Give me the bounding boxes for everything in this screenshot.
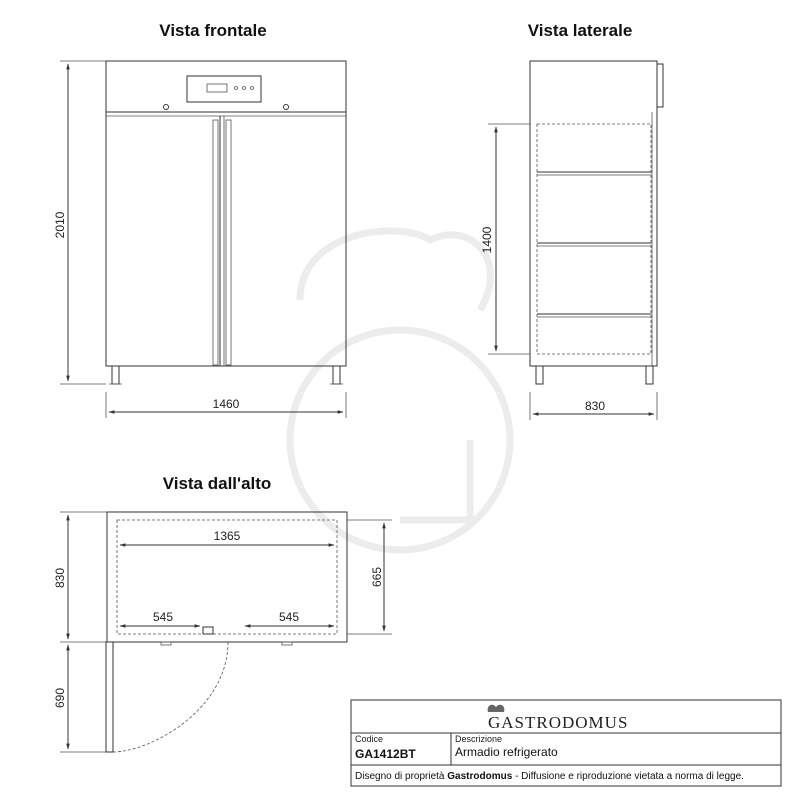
top-view — [53, 512, 392, 752]
top-inner-depth-label: 665 — [370, 566, 384, 588]
side-height-label: 1400 — [480, 226, 494, 254]
ownership-brand: Gastrodomus — [447, 771, 513, 782]
side-view — [480, 61, 663, 420]
brand-logo — [488, 705, 629, 732]
front-view — [53, 61, 346, 418]
ownership-prefix: Disegno di proprietà — [355, 771, 448, 782]
side-rear-foot — [646, 366, 653, 384]
door-swing-label: 690 — [53, 687, 67, 709]
side-view-title: Vista laterale — [527, 21, 633, 40]
front-width-label: 1460 — [212, 397, 240, 411]
ownership-suffix: - Diffusione e riproduzione vietata a norma di legge. — [512, 771, 744, 782]
title-block — [351, 700, 781, 786]
front-height-label: 2010 — [53, 211, 67, 239]
ownership-notice — [355, 771, 744, 782]
watermark-logo — [290, 231, 510, 550]
description-value: Armadio refrigerato — [455, 745, 558, 759]
brand-name: Gastrodomus — [488, 713, 629, 732]
top-right-half-label: 545 — [278, 610, 300, 624]
code-label: Codice — [355, 734, 384, 744]
top-inner-width-label: 1365 — [213, 529, 241, 543]
description-label: Descrizione — [455, 734, 503, 744]
side-front-foot — [536, 366, 543, 384]
front-right-foot — [333, 366, 340, 384]
open-door — [106, 642, 113, 752]
front-view-title: Vista frontale — [159, 21, 267, 40]
control-panel — [187, 76, 261, 102]
door-swing-arc — [113, 642, 228, 752]
top-depth-label: 830 — [53, 567, 67, 589]
top-view-title: Vista dall'alto — [162, 474, 272, 493]
top-left-half-label: 545 — [152, 610, 174, 624]
code-value: GA1412BT — [355, 747, 416, 761]
side-depth-label: 830 — [584, 399, 606, 413]
front-left-foot — [112, 366, 119, 384]
